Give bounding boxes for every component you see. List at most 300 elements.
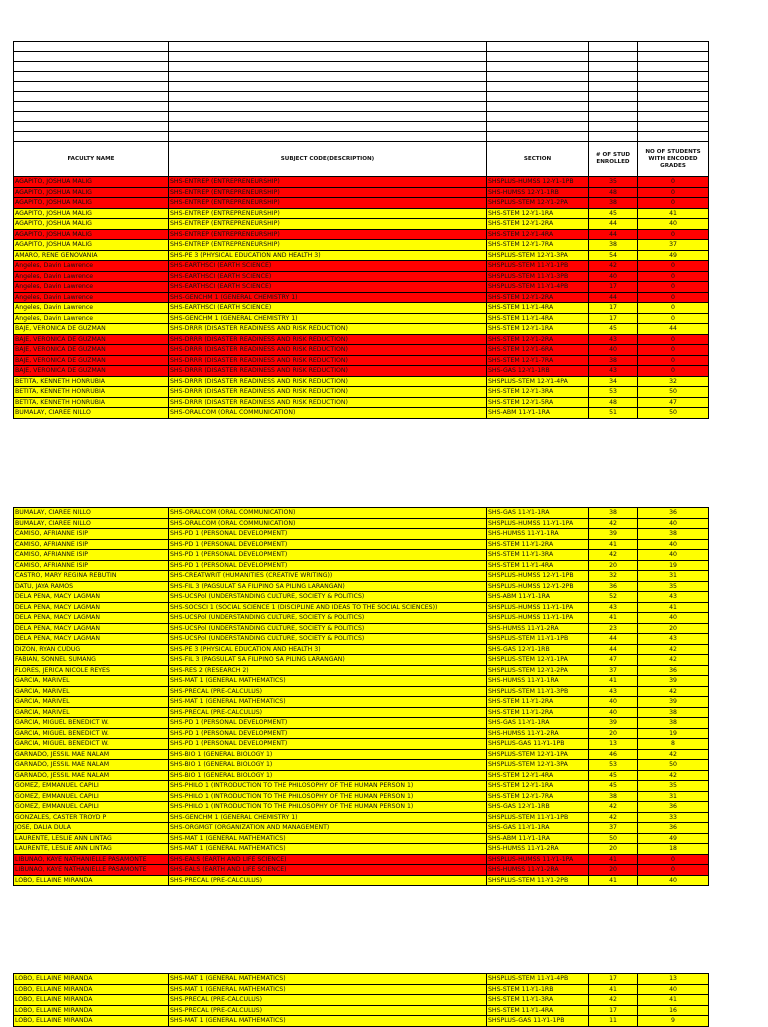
- encoded-count-cell: 35: [638, 781, 709, 792]
- encoded-count-cell: 0: [638, 282, 709, 293]
- enrolled-count-cell: 38: [589, 355, 638, 366]
- section-cell: SHSPLUS-STEM 12-Y1-1PA: [487, 655, 589, 666]
- faculty-name-cell: AMARO, RENE GENOVANIA: [14, 250, 169, 261]
- section-cell: SHSPLUS-STEM 11-Y1-4PB: [487, 974, 589, 985]
- section-cell: SHS-STEM 12-Y1-7RA: [487, 355, 589, 366]
- table-row: [14, 208, 709, 219]
- section-cell: SHS-STEM 12-Y1-5RA: [487, 397, 589, 408]
- table-row: [14, 686, 709, 697]
- table-row: [14, 177, 709, 188]
- section-cell: SHSPLUS-STEM 12-Y1-2PA: [487, 198, 589, 209]
- enrolled-count-cell: 38: [589, 240, 638, 251]
- section-cell: SHS-STEM 11-Y1-4RA: [487, 303, 589, 314]
- table-row: [14, 655, 709, 666]
- subject-code-cell: SHS-GENCHM 1 (GENERAL CHEMISTRY 1): [169, 313, 487, 324]
- table-row: [14, 1005, 709, 1016]
- subject-code-cell: SHS-UCSPol (UNDERSTANDING CULTURE, SOCIETY & POLITICS): [169, 634, 487, 645]
- table-row: [14, 802, 709, 813]
- section-cell: SHS-STEM 12-Y1-2RA: [487, 219, 589, 230]
- faculty-name-cell: BAJE, VERONICA DE GUZMAN: [14, 334, 169, 345]
- encoded-count-cell: 43: [638, 634, 709, 645]
- enrolled-count-cell: 35: [589, 177, 638, 188]
- enrolled-count-cell: 40: [589, 697, 638, 708]
- table-row: [14, 707, 709, 718]
- encoded-count-cell: 39: [638, 697, 709, 708]
- enrolled-count-cell: 39: [589, 718, 638, 729]
- faculty-name-cell: CAMISO, AFRIANNE ISIP: [14, 560, 169, 571]
- section-cell: SHS-GAS 12-Y1-1RB: [487, 802, 589, 813]
- encoded-count-cell: 37: [638, 240, 709, 251]
- subject-code-cell: SHS-EARTHSCI (EARTH SCIENCE): [169, 261, 487, 272]
- faculty-name-cell: LOBO, ELLAINE MIRANDA: [14, 1005, 169, 1016]
- faculty-name-cell: AGAPITO, JOSHUA MALIG: [14, 177, 169, 188]
- grades-table-block-3: [13, 973, 709, 1027]
- encoded-count-cell: 0: [638, 334, 709, 345]
- faculty-name-cell: BETITA, KENNETH HONRUBIA: [14, 376, 169, 387]
- table-row: [14, 676, 709, 687]
- section-cell: SHS-GAS 11-Y1-1RA: [487, 718, 589, 729]
- encoded-count-cell: 42: [638, 749, 709, 760]
- table-row: [14, 781, 709, 792]
- encoded-count-cell: 36: [638, 665, 709, 676]
- faculty-name-cell: DELA PENA, MACY LAGMAN: [14, 602, 169, 613]
- faculty-name-cell: DELA PENA, MACY LAGMAN: [14, 623, 169, 634]
- subject-code-cell: SHS-PD 1 (PERSONAL DEVELOPMENT): [169, 718, 487, 729]
- encoded-count-cell: 0: [638, 345, 709, 356]
- encoded-count-cell: 0: [638, 187, 709, 198]
- section-cell: SHSPLUS-GAS 11-Y1-1PB: [487, 739, 589, 750]
- enrolled-count-cell: 45: [589, 770, 638, 781]
- table-row: [14, 602, 709, 613]
- faculty-name-cell: CAMISO, AFRIANNE ISIP: [14, 539, 169, 550]
- faculty-name-cell: Angeles, Davin Lawrence: [14, 313, 169, 324]
- table-row: [14, 623, 709, 634]
- table-row: [14, 791, 709, 802]
- subject-code-cell: SHS-EARTHSCI (EARTH SCIENCE): [169, 271, 487, 282]
- subject-code-cell: SHS-RES 2 (RESEARCH 2): [169, 665, 487, 676]
- encoded-count-cell: 0: [638, 229, 709, 240]
- subject-code-cell: SHS-DRRR (DISASTER READINESS AND RISK REDUCTION): [169, 355, 487, 366]
- encoded-count-cell: 42: [638, 686, 709, 697]
- subject-code-cell: SHS-MAT 1 (GENERAL MATHEMATICS): [169, 984, 487, 995]
- section-header: SECTION: [487, 142, 589, 177]
- section-cell: SHS-STEM 11-Y1-2RA: [487, 707, 589, 718]
- subject-code-cell: SHS-ORALCOM (ORAL COMMUNICATION): [169, 408, 487, 419]
- section-cell: SHS-STEM 12-Y1-1RA: [487, 781, 589, 792]
- encoded-count-cell: 20: [638, 623, 709, 634]
- table-row: [14, 508, 709, 519]
- enrolled-count-cell: 41: [589, 539, 638, 550]
- section-cell: SHSPLUS-STEM 12-Y1-3PA: [487, 760, 589, 771]
- table-row: [14, 854, 709, 865]
- encoded-count-cell: 38: [638, 707, 709, 718]
- encoded-count-cell: 49: [638, 833, 709, 844]
- grades-table-block-1: [13, 41, 709, 419]
- enrolled-count-cell: 17: [589, 282, 638, 293]
- encoded-count-cell: 13: [638, 974, 709, 985]
- section-cell: SHSPLUS-STEM 12-Y1-4PA: [487, 376, 589, 387]
- faculty-name-cell: GARNADO, JESSIL MAE NALAM: [14, 770, 169, 781]
- faculty-name-cell: LOBO, ELLAINE MIRANDA: [14, 1016, 169, 1027]
- encoded-grades-header: NO OF STUDENTS WITH ENCODED GRADES: [638, 142, 709, 177]
- enrolled-count-cell: 48: [589, 397, 638, 408]
- enrolled-count-cell: 44: [589, 292, 638, 303]
- encoded-count-cell: 50: [638, 387, 709, 398]
- subject-code-cell: SHS-MAT 1 (GENERAL MATHEMATICS): [169, 974, 487, 985]
- enrolled-count-cell: 43: [589, 334, 638, 345]
- enrolled-count-cell: 44: [589, 219, 638, 230]
- table-row: [14, 644, 709, 655]
- faculty-name-cell: LAURENTE, LESLIE ANN LINTAG: [14, 844, 169, 855]
- table-row: [14, 250, 709, 261]
- subject-code-cell: SHS-MAT 1 (GENERAL MATHEMATICS): [169, 844, 487, 855]
- table-row: [14, 770, 709, 781]
- enrolled-count-cell: 37: [589, 823, 638, 834]
- faculty-name-cell: FLORES, JERICA NICOLE REYES: [14, 665, 169, 676]
- encoded-count-cell: 41: [638, 602, 709, 613]
- subject-code-cell: SHS-PD 1 (PERSONAL DEVELOPMENT): [169, 739, 487, 750]
- faculty-name-cell: CAMISO, AFRIANNE ISIP: [14, 529, 169, 540]
- encoded-count-cell: 49: [638, 250, 709, 261]
- table-row: [14, 697, 709, 708]
- table-row: [14, 313, 709, 324]
- subject-code-cell: SHS-PHILO 1 (INTRODUCTION TO THE PHILOSOPHY OF THE HUMAN PERSON 1): [169, 802, 487, 813]
- encoded-count-cell: 31: [638, 571, 709, 582]
- faculty-name-cell: BUMALAY, CIAREE NILLO: [14, 518, 169, 529]
- subject-code-cell: SHS-ENTREP (ENTREPRENEURSHIP): [169, 208, 487, 219]
- subject-code-cell: SHS-ORGMGT (ORGANIZATION AND MANAGEMENT): [169, 823, 487, 834]
- encoded-count-cell: 18: [638, 844, 709, 855]
- section-cell: SHS-STEM 12-Y1-3RA: [487, 387, 589, 398]
- section-cell: SHS-HUMSS 11-Y1-2RA: [487, 623, 589, 634]
- subject-code-cell: SHS-DRRR (DISASTER READINESS AND RISK REDUCTION): [169, 376, 487, 387]
- enrolled-count-cell: 44: [589, 644, 638, 655]
- faculty-name-cell: GOMEZ, EMMANUEL CAPILI: [14, 791, 169, 802]
- enrolled-count-cell: 48: [589, 187, 638, 198]
- faculty-name-cell: Angeles, Davin Lawrence: [14, 292, 169, 303]
- section-cell: SHSPLUS-HUMSS 11-Y1-1PA: [487, 854, 589, 865]
- section-cell: SHS-STEM 12-Y1-2RA: [487, 334, 589, 345]
- table-row: [14, 187, 709, 198]
- subject-code-cell: SHS-PRECAL (PRE-CALCULUS): [169, 707, 487, 718]
- faculty-name-cell: Angeles, Davin Lawrence: [14, 282, 169, 293]
- section-cell: SHS-GAS 11-Y1-1RA: [487, 823, 589, 834]
- table-row: [14, 303, 709, 314]
- faculty-name-cell: BETITA, KENNETH HONRUBIA: [14, 397, 169, 408]
- faculty-name-cell: LOBO, ELLAINE MIRANDA: [14, 974, 169, 985]
- section-cell: SHSPLUS-GAS 11-Y1-1PB: [487, 1016, 589, 1027]
- section-cell: SHS-HUMSS 12-Y1-1RB: [487, 187, 589, 198]
- enrolled-count-cell: 42: [589, 550, 638, 561]
- enrolled-count-cell: 39: [589, 529, 638, 540]
- encoded-count-cell: 31: [638, 791, 709, 802]
- section-cell: SHSPLUS-STEM 12-Y1-2PA: [487, 665, 589, 676]
- enrolled-count-cell: 41: [589, 676, 638, 687]
- faculty-name-cell: AGAPITO, JOSHUA MALIG: [14, 198, 169, 209]
- enrolled-count-cell: 38: [589, 508, 638, 519]
- encoded-count-cell: 0: [638, 271, 709, 282]
- enrolled-header: # OF STUD ENROLLED: [589, 142, 638, 177]
- faculty-name-cell: CASTRO, MARY REGINA REBUTIN: [14, 571, 169, 582]
- encoded-count-cell: 41: [638, 208, 709, 219]
- enrolled-count-cell: 45: [589, 324, 638, 335]
- enrolled-count-cell: 50: [589, 833, 638, 844]
- encoded-count-cell: 40: [638, 219, 709, 230]
- table-row: [14, 261, 709, 272]
- encoded-count-cell: 0: [638, 292, 709, 303]
- enrolled-count-cell: 42: [589, 802, 638, 813]
- table-row: [14, 665, 709, 676]
- enrolled-count-cell: 40: [589, 707, 638, 718]
- faculty-name-cell: GARCIA, MARIVEL: [14, 676, 169, 687]
- faculty-name-cell: DATU, JAYA RAMOS: [14, 581, 169, 592]
- subject-code-cell: SHS-ENTREP (ENTREPRENEURSHIP): [169, 229, 487, 240]
- table-row: [14, 974, 709, 985]
- faculty-name-cell: GOMEZ, EMMANUEL CAPILI: [14, 802, 169, 813]
- enrolled-count-cell: 51: [589, 408, 638, 419]
- subject-code-cell: SHS-ENTREP (ENTREPRENEURSHIP): [169, 240, 487, 251]
- faculty-name-cell: AGAPITO, JOSHUA MALIG: [14, 240, 169, 251]
- enrolled-count-cell: 42: [589, 995, 638, 1006]
- faculty-name-cell: GARCIA, MIGUEL BENEDICT W.: [14, 718, 169, 729]
- subject-code-cell: SHS-UCSPol (UNDERSTANDING CULTURE, SOCIETY & POLITICS): [169, 613, 487, 624]
- enrolled-count-cell: 41: [589, 613, 638, 624]
- encoded-count-cell: 40: [638, 518, 709, 529]
- table-row: [14, 613, 709, 624]
- section-cell: SHS-ABM 11-Y1-1RA: [487, 833, 589, 844]
- faculty-name-cell: Angeles, Davin Lawrence: [14, 303, 169, 314]
- section-cell: SHS-STEM 11-Y1-4RA: [487, 313, 589, 324]
- section-cell: SHS-STEM 12-Y1-7RA: [487, 240, 589, 251]
- encoded-count-cell: 19: [638, 728, 709, 739]
- subject-code-cell: SHS-PRECAL (PRE-CALCULUS): [169, 875, 487, 886]
- subject-code-cell: SHS-MAT 1 (GENERAL MATHEMATICS): [169, 697, 487, 708]
- faculty-name-cell: BAJE, VERONICA DE GUZMAN: [14, 345, 169, 356]
- table-row: [14, 282, 709, 293]
- table-row: [14, 334, 709, 345]
- enrolled-count-cell: 53: [589, 760, 638, 771]
- table-row: [14, 324, 709, 335]
- faculty-name-cell: GARCIA, MARIVEL: [14, 686, 169, 697]
- section-cell: SHS-STEM 12-Y1-6RA: [487, 345, 589, 356]
- encoded-count-cell: 50: [638, 408, 709, 419]
- subject-code-cell: SHS-EARTHSCI (EARTH SCIENCE): [169, 282, 487, 293]
- enrolled-count-cell: 23: [589, 623, 638, 634]
- section-cell: SHS-STEM 12-Y1-7RA: [487, 791, 589, 802]
- faculty-name-cell: DIZON, RYAN CUDUG: [14, 644, 169, 655]
- enrolled-count-cell: 41: [589, 984, 638, 995]
- enrolled-count-cell: 44: [589, 229, 638, 240]
- enrolled-count-cell: 38: [589, 791, 638, 802]
- subject-code-cell: SHS-PD 1 (PERSONAL DEVELOPMENT): [169, 529, 487, 540]
- faculty-name-cell: LOBO, ELLAINE MIRANDA: [14, 984, 169, 995]
- subject-code-cell: SHS-CREATWRIT (HUMANITIES (CREATIVE WRITING)): [169, 571, 487, 582]
- subject-code-cell: SHS-ENTREP (ENTREPRENEURSHIP): [169, 219, 487, 230]
- table-row: [14, 345, 709, 356]
- section-cell: SHS-STEM 11-Y1-3RA: [487, 550, 589, 561]
- faculty-name-cell: GARCIA, MIGUEL BENEDICT W.: [14, 739, 169, 750]
- subject-code-cell: SHS-PRECAL (PRE-CALCULUS): [169, 1005, 487, 1016]
- faculty-name-cell: FABIAN, SONNEL SUMANG: [14, 655, 169, 666]
- section-cell: SHSPLUS-HUMSS 11-Y1-1PA: [487, 602, 589, 613]
- section-cell: SHSPLUS-HUMSS 11-Y1-1PA: [487, 613, 589, 624]
- faculty-name-cell: AGAPITO, JOSHUA MALIG: [14, 219, 169, 230]
- enrolled-count-cell: 32: [589, 571, 638, 582]
- subject-code-cell: SHS-EALS (EARTH AND LIFE SCIENCE): [169, 854, 487, 865]
- table-row: [14, 875, 709, 886]
- section-cell: SHS-HUMSS 11-Y1-1RA: [487, 676, 589, 687]
- enrolled-count-cell: 13: [589, 739, 638, 750]
- encoded-count-cell: 42: [638, 655, 709, 666]
- faculty-name-cell: GARCIA, MIGUEL BENEDICT W.: [14, 728, 169, 739]
- faculty-name-cell: Angeles, Davin Lawrence: [14, 271, 169, 282]
- subject-code-cell: SHS-PE 3 (PHYSICAL EDUCATION AND HEALTH 3): [169, 644, 487, 655]
- encoded-count-cell: 35: [638, 581, 709, 592]
- encoded-count-cell: 38: [638, 718, 709, 729]
- table-row: [14, 376, 709, 387]
- faculty-name-cell: JOSE, DALIA DULA: [14, 823, 169, 834]
- grades-table-block-2: [13, 507, 709, 886]
- enrolled-count-cell: 34: [589, 376, 638, 387]
- faculty-name-cell: BAJE, VERONICA DE GUZMAN: [14, 324, 169, 335]
- enrolled-count-cell: 45: [589, 208, 638, 219]
- faculty-name-cell: GARCIA, MARIVEL: [14, 707, 169, 718]
- enrolled-count-cell: 42: [589, 518, 638, 529]
- enrolled-count-cell: 40: [589, 345, 638, 356]
- encoded-count-cell: 40: [638, 984, 709, 995]
- section-cell: SHSPLUS-STEM 11-Y1-3PB: [487, 271, 589, 282]
- table-row: [14, 718, 709, 729]
- faculty-name-cell: AGAPITO, JOSHUA MALIG: [14, 187, 169, 198]
- subject-code-cell: SHS-PHILO 1 (INTRODUCTION TO THE PHILOSOPHY OF THE HUMAN PERSON 1): [169, 781, 487, 792]
- encoded-count-cell: 36: [638, 802, 709, 813]
- encoded-count-cell: 0: [638, 865, 709, 876]
- encoded-count-cell: 40: [638, 539, 709, 550]
- subject-code-cell: SHS-SOCSCI 1 (SOCIAL SCIENCE 1 (DISCIPLINE AND IDEAS TO THE SOCIAL SCIENCES)): [169, 602, 487, 613]
- subject-code-cell: SHS-EARTHSCI (EARTH SCIENCE): [169, 303, 487, 314]
- table-row: [14, 749, 709, 760]
- table-row: [14, 355, 709, 366]
- table-row: [14, 865, 709, 876]
- encoded-count-cell: 44: [638, 324, 709, 335]
- table-row: [14, 550, 709, 561]
- section-cell: SHS-HUMSS 11-Y1-1RA: [487, 529, 589, 540]
- subject-code-cell: SHS-ORALCOM (ORAL COMMUNICATION): [169, 508, 487, 519]
- subject-code-cell: SHS-DRRR (DISASTER READINESS AND RISK REDUCTION): [169, 324, 487, 335]
- section-cell: SHS-STEM 11-Y1-4RA: [487, 1005, 589, 1016]
- faculty-name-cell: LAURENTE, LESLIE ANN LINTAG: [14, 833, 169, 844]
- subject-code-cell: SHS-DRRR (DISASTER READINESS AND RISK REDUCTION): [169, 334, 487, 345]
- encoded-count-cell: 0: [638, 313, 709, 324]
- table-row: [14, 387, 709, 398]
- section-cell: SHS-STEM 12-Y1-1RA: [487, 324, 589, 335]
- section-cell: SHS-ABM 11-Y1-1RA: [487, 592, 589, 603]
- faculty-name-cell: GARNADO, JESSIL MAE NALAM: [14, 749, 169, 760]
- enrolled-count-cell: 17: [589, 1005, 638, 1016]
- section-cell: SHS-HUMSS 11-Y1-2RA: [487, 728, 589, 739]
- faculty-name-cell: LOBO, ELLAINE MIRANDA: [14, 995, 169, 1006]
- subject-code-cell: SHS-ENTREP (ENTREPRENEURSHIP): [169, 177, 487, 188]
- faculty-name-cell: GARNADO, JESSIL MAE NALAM: [14, 760, 169, 771]
- table-row: [14, 529, 709, 540]
- enrolled-count-cell: 46: [589, 749, 638, 760]
- enrolled-count-cell: 17: [589, 303, 638, 314]
- faculty-name-cell: LIBUNAO, KAYE NATHANIELLE PASAMONTE: [14, 854, 169, 865]
- subject-code-cell: SHS-PD 1 (PERSONAL DEVELOPMENT): [169, 550, 487, 561]
- section-cell: SHS-STEM 11-Y1-4RA: [487, 560, 589, 571]
- encoded-count-cell: 9: [638, 1016, 709, 1027]
- section-cell: SHSPLUS-STEM 12-Y1-3PA: [487, 250, 589, 261]
- enrolled-count-cell: 20: [589, 728, 638, 739]
- section-cell: SHS-STEM 11-Y1-3RA: [487, 995, 589, 1006]
- faculty-name-cell: GONZALES, CASTER TROYD P: [14, 812, 169, 823]
- encoded-count-cell: 40: [638, 550, 709, 561]
- subject-code-cell: SHS-PD 1 (PERSONAL DEVELOPMENT): [169, 560, 487, 571]
- subject-code-cell: SHS-UCSPol (UNDERSTANDING CULTURE, SOCIETY & POLITICS): [169, 623, 487, 634]
- subject-code-cell: SHS-PE 3 (PHYSICAL EDUCATION AND HEALTH 3): [169, 250, 487, 261]
- section-cell: SHS-STEM 11-Y1-2RA: [487, 697, 589, 708]
- table-row: [14, 292, 709, 303]
- section-cell: SHSPLUS-STEM 12-Y1-1PA: [487, 749, 589, 760]
- encoded-count-cell: 43: [638, 592, 709, 603]
- encoded-count-cell: 33: [638, 812, 709, 823]
- section-cell: SHSPLUS-STEM 11-Y1-1PB: [487, 634, 589, 645]
- enrolled-count-cell: 11: [589, 1016, 638, 1027]
- subject-code-cell: SHS-PD 1 (PERSONAL DEVELOPMENT): [169, 728, 487, 739]
- encoded-count-cell: 0: [638, 303, 709, 314]
- faculty-name-cell: LOBO, ELLAINE MIRANDA: [14, 875, 169, 886]
- encoded-count-cell: 41: [638, 995, 709, 1006]
- subject-code-cell: SHS-DRRR (DISASTER READINESS AND RISK REDUCTION): [169, 345, 487, 356]
- section-cell: SHSPLUS-HUMSS 12-Y1-1PB: [487, 177, 589, 188]
- encoded-count-cell: 42: [638, 770, 709, 781]
- encoded-count-cell: 47: [638, 397, 709, 408]
- enrolled-count-cell: 47: [589, 655, 638, 666]
- enrolled-count-cell: 43: [589, 686, 638, 697]
- encoded-count-cell: 36: [638, 823, 709, 834]
- subject-code-cell: SHS-DRRR (DISASTER READINESS AND RISK REDUCTION): [169, 397, 487, 408]
- subject-code-cell: SHS-DRRR (DISASTER READINESS AND RISK REDUCTION): [169, 387, 487, 398]
- table-row: [14, 240, 709, 251]
- subject-code-cell: SHS-PRECAL (PRE-CALCULUS): [169, 686, 487, 697]
- faculty-name-cell: GOMEZ, EMMANUEL CAPILI: [14, 781, 169, 792]
- subject-code-cell: SHS-GENCHM 1 (GENERAL CHEMISTRY 1): [169, 812, 487, 823]
- subject-code-cell: SHS-ORALCOM (ORAL COMMUNICATION): [169, 518, 487, 529]
- table-row: [14, 539, 709, 550]
- table-row: [14, 812, 709, 823]
- table-row: [14, 833, 709, 844]
- section-cell: SHSPLUS-HUMSS 12-Y1-1PB: [487, 571, 589, 582]
- subject-code-cell: SHS-BIO 1 (GENERAL BIOLOGY 1): [169, 749, 487, 760]
- faculty-name-cell: BETITA, KENNETH HONRUBIA: [14, 387, 169, 398]
- enrolled-count-cell: 37: [589, 665, 638, 676]
- section-cell: SHS-GAS 12-Y1-1RB: [487, 644, 589, 655]
- table-row: [14, 728, 709, 739]
- faculty-name-cell: AGAPITO, JOSHUA MALIG: [14, 229, 169, 240]
- faculty-name-cell: DELA PENA, MACY LAGMAN: [14, 592, 169, 603]
- section-cell: SHSPLUS-STEM 11-Y1-1PB: [487, 812, 589, 823]
- encoded-count-cell: 42: [638, 644, 709, 655]
- table-row: [14, 571, 709, 582]
- table-row: [14, 198, 709, 209]
- section-cell: SHSPLUS-STEM 11-Y1-1PB: [487, 261, 589, 272]
- table-row: [14, 984, 709, 995]
- enrolled-count-cell: 40: [589, 271, 638, 282]
- faculty-name-cell: AGAPITO, JOSHUA MALIG: [14, 208, 169, 219]
- section-cell: SHS-STEM 12-Y1-4RA: [487, 770, 589, 781]
- enrolled-count-cell: 44: [589, 634, 638, 645]
- section-cell: SHS-HUMSS 11-Y1-2RA: [487, 865, 589, 876]
